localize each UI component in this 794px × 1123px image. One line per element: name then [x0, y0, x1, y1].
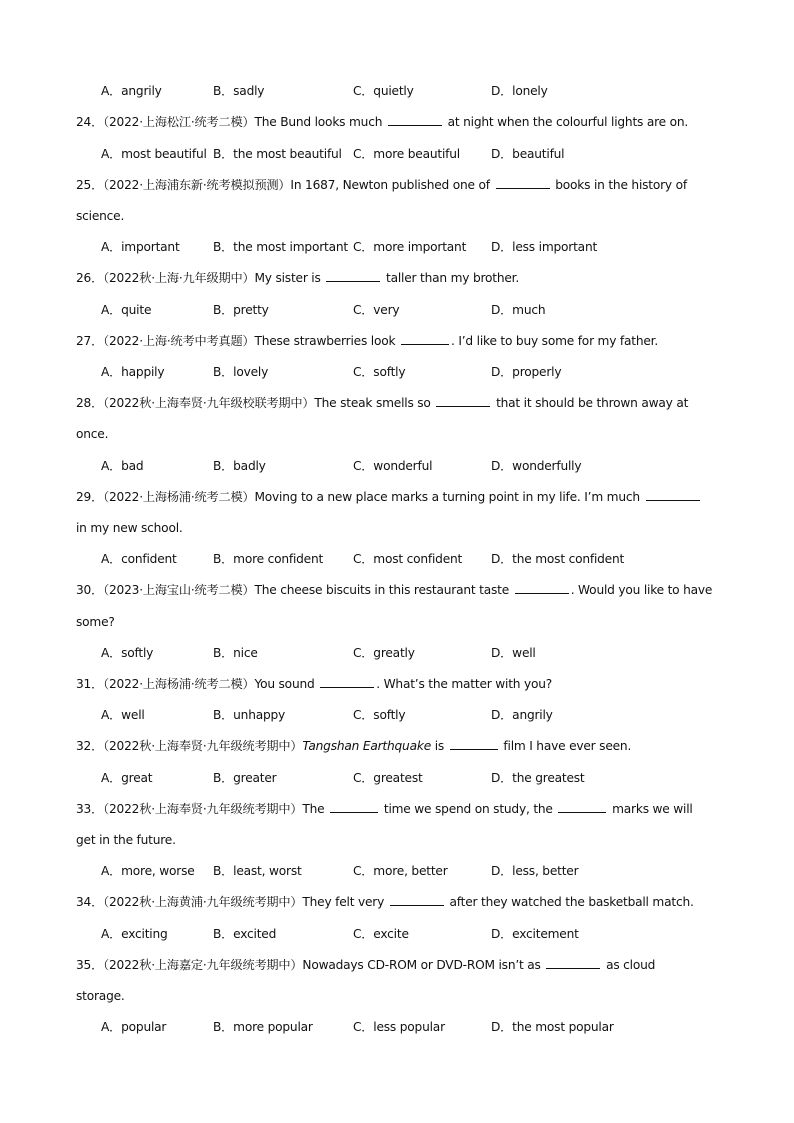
question-source: （2023·上海宝山·统考二模）	[103, 583, 255, 597]
question-number: 24．	[76, 115, 104, 129]
question-number: 29．	[76, 490, 104, 504]
q29-option-a[interactable]: A．confident	[101, 552, 177, 566]
stem-text: that it should be thrown away at	[496, 396, 689, 410]
q29-stem-continuation: in my new school.	[76, 521, 183, 535]
stem-text: books in the history of	[555, 178, 687, 192]
answer-blank[interactable]	[546, 955, 600, 969]
stem-text: My sister is	[254, 271, 321, 285]
question-number: 25．	[76, 178, 104, 192]
q31-option-b[interactable]: B．unhappy	[213, 708, 286, 722]
q32-option-a[interactable]: A．great	[101, 771, 153, 785]
q31-stem	[76, 674, 708, 694]
q26-option-a[interactable]: A．quite	[101, 303, 152, 317]
q30-option-a[interactable]: A．softly	[101, 646, 154, 660]
stem-text: marks we will	[612, 802, 693, 816]
question-number: 35．	[76, 958, 104, 972]
q33-stem	[76, 799, 708, 819]
q29-option-d[interactable]: D．the most confident	[491, 552, 625, 566]
question-number: 33．	[76, 802, 104, 816]
stem-text: Nowadays CD-ROM or DVD-ROM isn’t as	[302, 958, 541, 972]
q32-option-c[interactable]: C．greatest	[353, 771, 423, 785]
question-source: （2022秋·上海奉贤·九年级统考期中）	[103, 802, 303, 816]
q24-option-b[interactable]: B．the most beautiful	[213, 147, 342, 161]
q35-stem-continuation: storage.	[76, 989, 125, 1003]
q34-option-b[interactable]: B．excited	[213, 927, 277, 941]
q27-option-b[interactable]: B．lovely	[213, 365, 269, 379]
q35-option-c[interactable]: C．less popular	[353, 1020, 445, 1034]
q31-option-c[interactable]: C．softly	[353, 708, 406, 722]
q28-stem-continuation: once.	[76, 427, 109, 441]
answer-blank[interactable]	[390, 892, 444, 906]
q35-stem	[76, 955, 708, 975]
q28-option-d[interactable]: D．wonderfully	[491, 459, 582, 473]
q34-options	[101, 924, 708, 944]
stem-text: In 1687, Newton published one of	[290, 178, 490, 192]
q23-option-c[interactable]: C．quietly	[353, 84, 414, 98]
stem-text: They felt very	[302, 895, 385, 909]
question-number: 31．	[76, 677, 104, 691]
stem-text: . I’d like to buy some for my father.	[451, 334, 659, 348]
q23-option-d[interactable]: D．lonely	[491, 84, 548, 98]
q30-stem-continuation: some?	[76, 615, 115, 629]
q34-option-a[interactable]: A．exciting	[101, 927, 168, 941]
q23-option-a[interactable]: A．angrily	[101, 84, 162, 98]
question-source: （2022秋·上海奉贤·九年级校联考期中）	[103, 396, 315, 410]
q31-options	[101, 705, 708, 725]
question-source: （2022·上海松江·统考二模）	[103, 115, 255, 129]
q30-stem	[76, 580, 713, 600]
q24-options	[101, 144, 708, 164]
q33-option-b[interactable]: B．least, worst	[213, 864, 302, 878]
q28-option-c[interactable]: C．wonderful	[353, 459, 433, 473]
q24-stem	[76, 112, 708, 132]
question-source: （2022秋·上海奉贤·九年级统考期中）	[103, 739, 303, 753]
q24-option-a[interactable]: A．most beautiful	[101, 147, 207, 161]
q30-option-b[interactable]: B．nice	[213, 646, 258, 660]
question-source: （2022秋·上海黄浦·九年级统考期中）	[103, 895, 303, 909]
q31-option-d[interactable]: D．angrily	[491, 708, 553, 722]
stem-text: . Would you like to have	[570, 583, 713, 597]
stem-text: at night when the colourful lights are on.	[447, 115, 689, 129]
stem-text: These strawberries look	[254, 334, 396, 348]
q32-option-b[interactable]: B．greater	[213, 771, 277, 785]
q27-stem	[76, 331, 708, 351]
question-number: 34．	[76, 895, 104, 909]
q27-option-d[interactable]: D．properly	[491, 365, 562, 379]
q28-options	[101, 456, 708, 476]
answer-blank[interactable]	[515, 580, 569, 594]
q23-option-b[interactable]: B．sadly	[213, 84, 265, 98]
stem-text: . What’s the matter with you?	[376, 677, 553, 691]
q33-options	[101, 861, 708, 881]
q27-option-a[interactable]: A．happily	[101, 365, 165, 379]
q28-stem	[76, 393, 708, 413]
question-source: （2022·上海杨浦·统考二模）	[103, 490, 255, 504]
q30-option-c[interactable]: C．greatly	[353, 646, 415, 660]
q26-option-d[interactable]: D．much	[491, 303, 546, 317]
question-source: （2022秋·上海·九年级期中）	[103, 271, 255, 285]
q27-options	[101, 362, 708, 382]
q29-option-c[interactable]: C．most confident	[353, 552, 463, 566]
q32-options	[101, 768, 708, 788]
question-number: 27．	[76, 334, 104, 348]
q33-stem-continuation: get in the future.	[76, 833, 176, 847]
q26-stem	[76, 268, 708, 288]
answer-blank[interactable]	[326, 268, 380, 282]
q35-options	[101, 1017, 708, 1037]
stem-text: is	[434, 739, 445, 753]
q29-stem	[76, 487, 708, 507]
q28-option-b[interactable]: B．badly	[213, 459, 266, 473]
q24-option-d[interactable]: D．beautiful	[491, 147, 565, 161]
q32-stem	[76, 736, 708, 756]
q30-option-d[interactable]: D．well	[491, 646, 536, 660]
q29-option-b[interactable]: B．more confident	[213, 552, 324, 566]
answer-blank[interactable]	[646, 487, 700, 501]
question-number: 26．	[76, 271, 104, 285]
stem-text: taller than my brother.	[386, 271, 520, 285]
answer-blank[interactable]	[401, 331, 449, 345]
q26-option-b[interactable]: B．pretty	[213, 303, 269, 317]
answer-blank[interactable]	[496, 175, 550, 189]
q33-option-c[interactable]: C．more, better	[353, 864, 448, 878]
q31-option-a[interactable]: A．well	[101, 708, 145, 722]
q29-options	[101, 549, 708, 569]
answer-blank[interactable]	[320, 674, 374, 688]
q25-option-a[interactable]: A．important	[101, 240, 180, 254]
question-source: （2022·上海杨浦·统考二模）	[103, 677, 255, 691]
answer-blank-1[interactable]	[330, 799, 378, 813]
q35-option-a[interactable]: A．popular	[101, 1020, 167, 1034]
answer-blank-2[interactable]	[558, 799, 606, 813]
q30-options	[101, 643, 708, 663]
question-number: 32．	[76, 739, 104, 753]
stem-text: The Bund looks much	[254, 115, 383, 129]
stem-text: film I have ever seen.	[503, 739, 632, 753]
q35-option-d[interactable]: D．the most popular	[491, 1020, 614, 1034]
answer-blank[interactable]	[388, 112, 442, 126]
q26-options	[101, 300, 708, 320]
q25-option-b[interactable]: B．the most important	[213, 240, 348, 254]
q35-option-b[interactable]: B．more popular	[213, 1020, 313, 1034]
q26-option-c[interactable]: C．very	[353, 303, 400, 317]
stem-text: You sound	[254, 677, 315, 691]
stem-text: time we spend on study, the	[383, 802, 553, 816]
stem-text: as cloud	[606, 958, 656, 972]
q23-options	[101, 81, 708, 101]
question-source: （2022·上海·统考中考真题）	[103, 334, 255, 348]
question-number: 28．	[76, 396, 104, 410]
q27-option-c[interactable]: C．softly	[353, 365, 406, 379]
answer-blank[interactable]	[450, 736, 498, 750]
q25-stem-continuation: science.	[76, 209, 125, 223]
q34-stem	[76, 892, 708, 912]
stem-text: The	[302, 802, 325, 816]
q32-option-d[interactable]: D．the greatest	[491, 771, 585, 785]
q25-options	[101, 237, 708, 257]
film-title: Tangshan Earthquake	[302, 739, 432, 753]
q34-option-d[interactable]: D．excitement	[491, 927, 579, 941]
q28-option-a[interactable]: A．bad	[101, 459, 144, 473]
question-number: 30．	[76, 583, 104, 597]
question-source: （2022秋·上海嘉定·九年级统考期中）	[103, 958, 303, 972]
q25-option-d[interactable]: D．less important	[491, 240, 598, 254]
q34-option-c[interactable]: C．excite	[353, 927, 409, 941]
q25-option-c[interactable]: C．more important	[353, 240, 467, 254]
stem-text: The cheese biscuits in this restaurant taste	[254, 583, 510, 597]
q24-option-c[interactable]: C．more beautiful	[353, 147, 460, 161]
q33-option-a[interactable]: A．more, worse	[101, 864, 195, 878]
stem-text: Moving to a new place marks a turning point in my life. I’m much	[254, 490, 640, 504]
question-source: （2022·上海浦东新·统考模拟预测）	[103, 178, 291, 192]
stem-text: The steak smells so	[314, 396, 431, 410]
q25-stem	[76, 175, 708, 195]
answer-blank[interactable]	[436, 393, 490, 407]
q33-option-d[interactable]: D．less, better	[491, 864, 579, 878]
stem-text: after they watched the basketball match.	[449, 895, 694, 909]
